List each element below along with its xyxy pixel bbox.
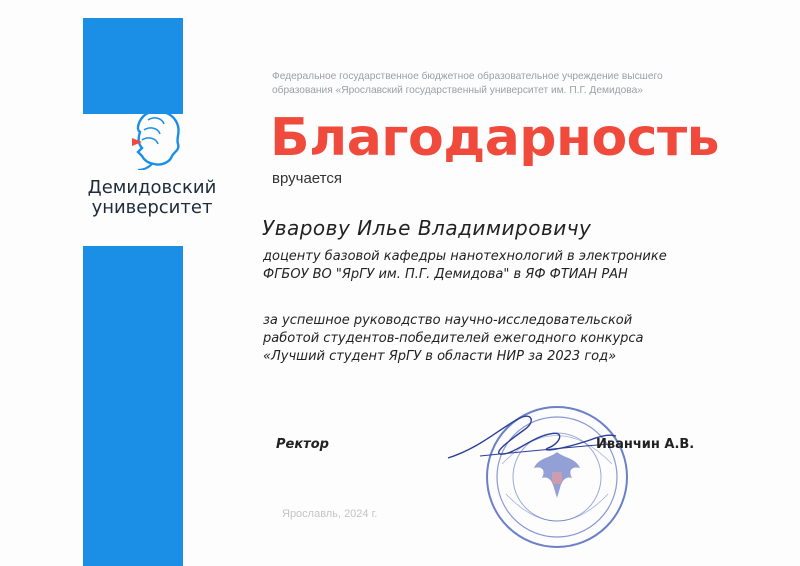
blue-band-top	[83, 18, 183, 114]
demidov-profile-icon	[118, 108, 188, 170]
logo-line-1: Демидовский	[87, 177, 217, 198]
org-line-2: образования «Ярославский государственный университет им. П.Г. Демидова»	[272, 85, 643, 96]
position-line-1: доценту базовой кафедры нанотехнологий в электронике	[263, 249, 667, 264]
signatory-name: Иванчин А.В.	[596, 437, 695, 452]
recipient-name: Уварову Илье Владимировичу	[262, 216, 592, 240]
rector-signature	[440, 408, 620, 468]
university-logo-text	[82, 178, 222, 218]
position-line-2: ФГБОУ ВО "ЯрГУ им. П.Г. Демидова" в ЯФ ФТИАН РАН	[263, 267, 628, 282]
reason-line-3: «Лучший студент ЯрГУ в области НИР за 2023 год»	[263, 349, 617, 364]
recipient-position	[263, 248, 743, 284]
signatory-label: Ректор	[276, 437, 329, 452]
award-reason	[263, 312, 763, 366]
reason-line-2: работой студентов-победителей ежегодного конкурса	[263, 331, 644, 346]
awarded-text: вручается	[272, 170, 342, 187]
org-line-1: Федеральное государственное бюджетное образовательное учреждение высшего	[272, 71, 663, 82]
certificate-title: Благодарность	[270, 108, 720, 168]
place-and-date: Ярославль, 2024 г.	[282, 508, 378, 520]
organization-name	[272, 70, 742, 98]
logo-line-2: университет	[91, 197, 213, 218]
reason-line-1: за успешное руководство научно-исследовательской	[263, 313, 633, 328]
blue-band-bottom	[83, 246, 183, 566]
